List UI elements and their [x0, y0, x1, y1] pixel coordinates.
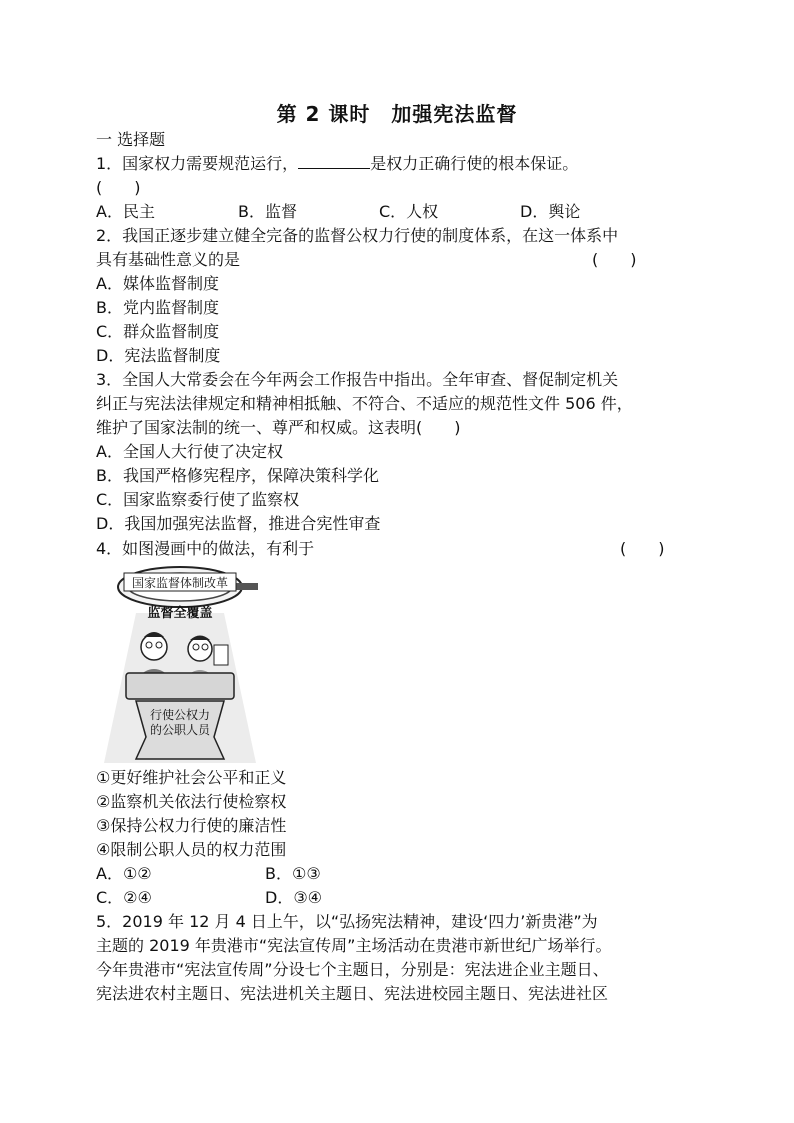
lens-text: 监督全覆盖: [147, 606, 213, 621]
supervision-cartoon: [96, 561, 264, 763]
question-4-option-a: A．①②: [96, 864, 152, 883]
answer-blank: [298, 152, 370, 169]
question-2-option-c: C．群众监督制度: [96, 322, 220, 341]
question-3-line-2: 纠正与宪法法律规定和精神相抵触、不符合、不适应的规范性文件 506 件，: [96, 394, 633, 413]
question-4-item-3: ③保持公权力行使的廉洁性: [96, 816, 287, 835]
question-1-option-d: D．舆论: [520, 202, 581, 221]
question-5-line-1: 5．2019 年 12 月 4 日上午，以“弘扬宪法精神，建设‘四力’新贵港”为: [96, 912, 598, 931]
question-1-option-a: A．民主: [96, 202, 155, 221]
question-2-line-2: 具有基础性意义的是: [96, 250, 241, 269]
question-2-option-d: D．宪法监督制度: [96, 346, 221, 365]
question-1-stem: [96, 152, 578, 176]
question-4-option-c: C．②④: [96, 888, 152, 907]
question-2-paren: ( ): [592, 250, 637, 269]
banner-text: 国家监督体制改革: [131, 576, 229, 590]
question-4-item-2: ②监察机关依法行使检察权: [96, 792, 287, 811]
document-paper: [214, 645, 228, 665]
question-1-stem-b: 是权力正确行使的根本保证。: [370, 154, 579, 173]
question-1-option-c: C．人权: [379, 202, 439, 221]
pedestal-text-2: 的公职人员: [149, 723, 211, 737]
question-2-option-b: B．党内监督制度: [96, 298, 219, 317]
question-4-option-d: D．③④: [265, 888, 323, 907]
question-3-option-c: C．国家监察委行使了监察权: [96, 490, 300, 509]
question-3-line-1: 3．全国人大常委会在今年两会工作报告中指出。全年审查、督促制定机关: [96, 370, 619, 389]
question-2-line-1: 2．我国正逐步建立健全完备的监督公权力行使的制度体系，在这一体系中: [96, 226, 619, 245]
question-3-line-3: 维护了国家法制的统一、尊严和权威。这表明( ): [96, 418, 461, 437]
magnifier-handle: [236, 583, 258, 590]
question-4-item-4: ④限制公职人员的权力范围: [96, 840, 287, 859]
question-3-option-b: B．我国严格修宪程序，保障决策科学化: [96, 466, 379, 485]
question-5-line-4: 宪法进农村主题日、宪法进机关主题日、宪法进校园主题日、宪法进社区: [96, 984, 609, 1003]
question-4-paren: ( ): [620, 539, 665, 558]
question-3-option-d: D．我国加强宪法监督，推进合宪性审查: [96, 514, 381, 533]
question-5-line-2: 主题的 2019 年贵港市“宪法宣传周”主场活动在贵港市新世纪广场举行。: [96, 936, 612, 955]
section-heading: 一 选择题: [96, 130, 166, 149]
question-4-stem: 4．如图漫画中的做法，有利于: [96, 539, 315, 558]
page-title: 第 2 课时 加强宪法监督: [276, 102, 518, 126]
question-4-item-1: ①更好维护社会公平和正义: [96, 768, 287, 787]
question-1-stem-a: 1．国家权力需要规范运行，: [96, 154, 299, 173]
question-2-option-a: A．媒体监督制度: [96, 274, 219, 293]
pedestal-text-1: 行使公权力: [149, 708, 211, 722]
question-4-option-b: B．①③: [265, 864, 321, 883]
question-3-option-a: A．全国人大行使了决定权: [96, 442, 283, 461]
question-1-option-b: B．监督: [238, 202, 297, 221]
question-1-paren: ( ): [96, 178, 141, 197]
question-5-line-3: 今年贵港市“宪法宣传周”分设七个主题日，分别是：宪法进企业主题日、: [96, 960, 609, 979]
desk: [126, 673, 234, 699]
